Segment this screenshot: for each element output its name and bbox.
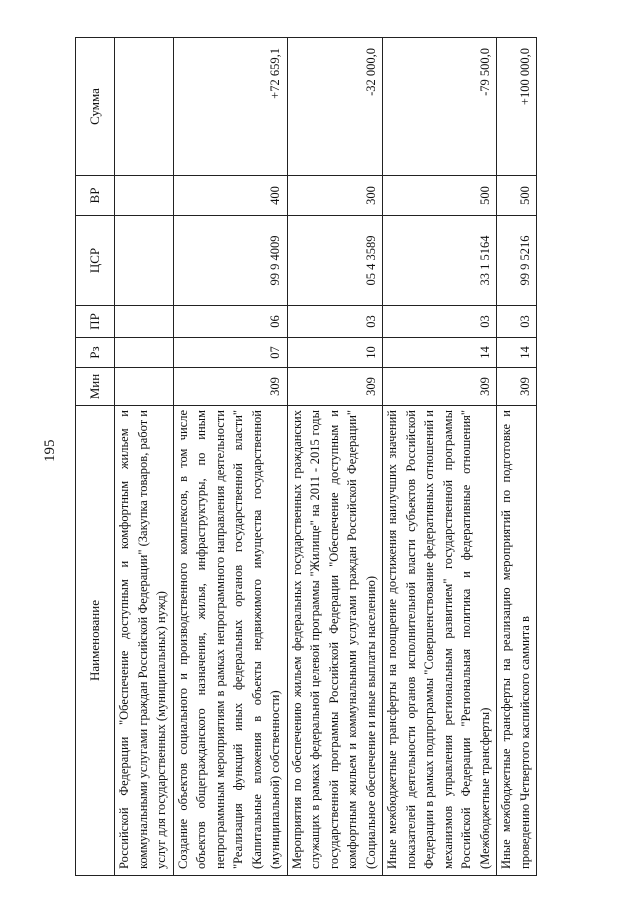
row-name-text: Мероприятия по обеспечению жильем федеральных государственных гражданских служащих в рамках федеральной целевой программы "Жилище" на 2011 - 2015 годы государственной программы Российской Федерации "Обеспечение доступным и комфортным жильем и коммунальными услугами граждан Российской Федерации" (Социальное обеспечение и иные выплаты населению) [289, 410, 378, 869]
row-min: 309 [173, 368, 287, 406]
table-row [497, 38, 537, 876]
rotated-table-container [75, 38, 585, 876]
row-name [497, 406, 537, 876]
row-vr: 500 [497, 176, 537, 216]
row-csr: 05 4 3589 [287, 216, 383, 306]
row-sum: -79 500,0 [383, 38, 497, 176]
row-min: 309 [383, 368, 497, 406]
row-name-text: Создание объектов социального и производственного комплексов, в том числе объектов общегражданского назначения, жилья, инфраструктуры, по иным непрограммным мероприятиям в рамках непрограммного направления деятельности "Реализация функций иных федеральных органов государственной власти" (Капитальные вложения в объекты недвижимого имущества государственной (муниципальной) собственности) [175, 410, 282, 869]
row-pr: 03 [383, 306, 497, 338]
row-csr: 99 9 5216 [497, 216, 537, 306]
row-min [115, 368, 174, 406]
header-pr: ПР [76, 306, 115, 338]
row-pr: 03 [287, 306, 383, 338]
row-pr: 06 [173, 306, 287, 338]
table-row [115, 38, 174, 876]
row-sum: -32 000,0 [287, 38, 383, 176]
row-rz [115, 338, 174, 368]
row-name-text: Российской Федерации "Обеспечение доступным и комфортным жильем и коммунальными услугами граждан Российской Федерации" (Закупка товаров, работ и услуг для государственных (муниципальных) нужд) [117, 410, 168, 869]
row-csr: 33 1 5164 [383, 216, 497, 306]
row-csr: 99 9 4009 [173, 216, 287, 306]
row-name [287, 406, 383, 876]
row-name-text: Иные межбюджетные трансферты на реализацию мероприятий по подготовке и проведению Четвертого каспийского саммита в [499, 410, 532, 869]
header-sum: Сумма [76, 38, 115, 176]
row-name [383, 406, 497, 876]
table-header-row [76, 38, 115, 876]
page-number: 195 [42, 439, 58, 462]
row-csr [115, 216, 174, 306]
table-row [383, 38, 497, 876]
row-vr: 400 [173, 176, 287, 216]
row-vr [115, 176, 174, 216]
table-row [173, 38, 287, 876]
row-rz: 10 [287, 338, 383, 368]
row-name-text: Иные межбюджетные трансферты на поощрение достижения наилучших значений показателей деятельности органов исполнительной власти субъектов Российской Федерации в рамках подпрограммы "Совершенствование федеративных отношений и механизмов управления региональным развитием" государственной программы Российской Федерации "Региональная политика и федеративные отношения" (Межбюджетные трансферты) [385, 410, 492, 869]
row-rz: 14 [383, 338, 497, 368]
header-min: Мин [76, 368, 115, 406]
row-pr: 03 [497, 306, 537, 338]
table-row [287, 38, 383, 876]
row-min: 309 [497, 368, 537, 406]
header-name: Наименование [76, 406, 115, 876]
row-vr: 300 [287, 176, 383, 216]
row-name [115, 406, 174, 876]
row-rz: 07 [173, 338, 287, 368]
row-sum [115, 38, 174, 176]
budget-table [75, 37, 537, 876]
row-name [173, 406, 287, 876]
header-csr: ЦСР [76, 216, 115, 306]
header-vr: ВР [76, 176, 115, 216]
row-sum: +100 000,0 [497, 38, 537, 176]
row-rz: 14 [497, 338, 537, 368]
row-vr: 500 [383, 176, 497, 216]
header-rz: Рз [76, 338, 115, 368]
row-min: 309 [287, 368, 383, 406]
row-sum: +72 659,1 [173, 38, 287, 176]
row-pr [115, 306, 174, 338]
